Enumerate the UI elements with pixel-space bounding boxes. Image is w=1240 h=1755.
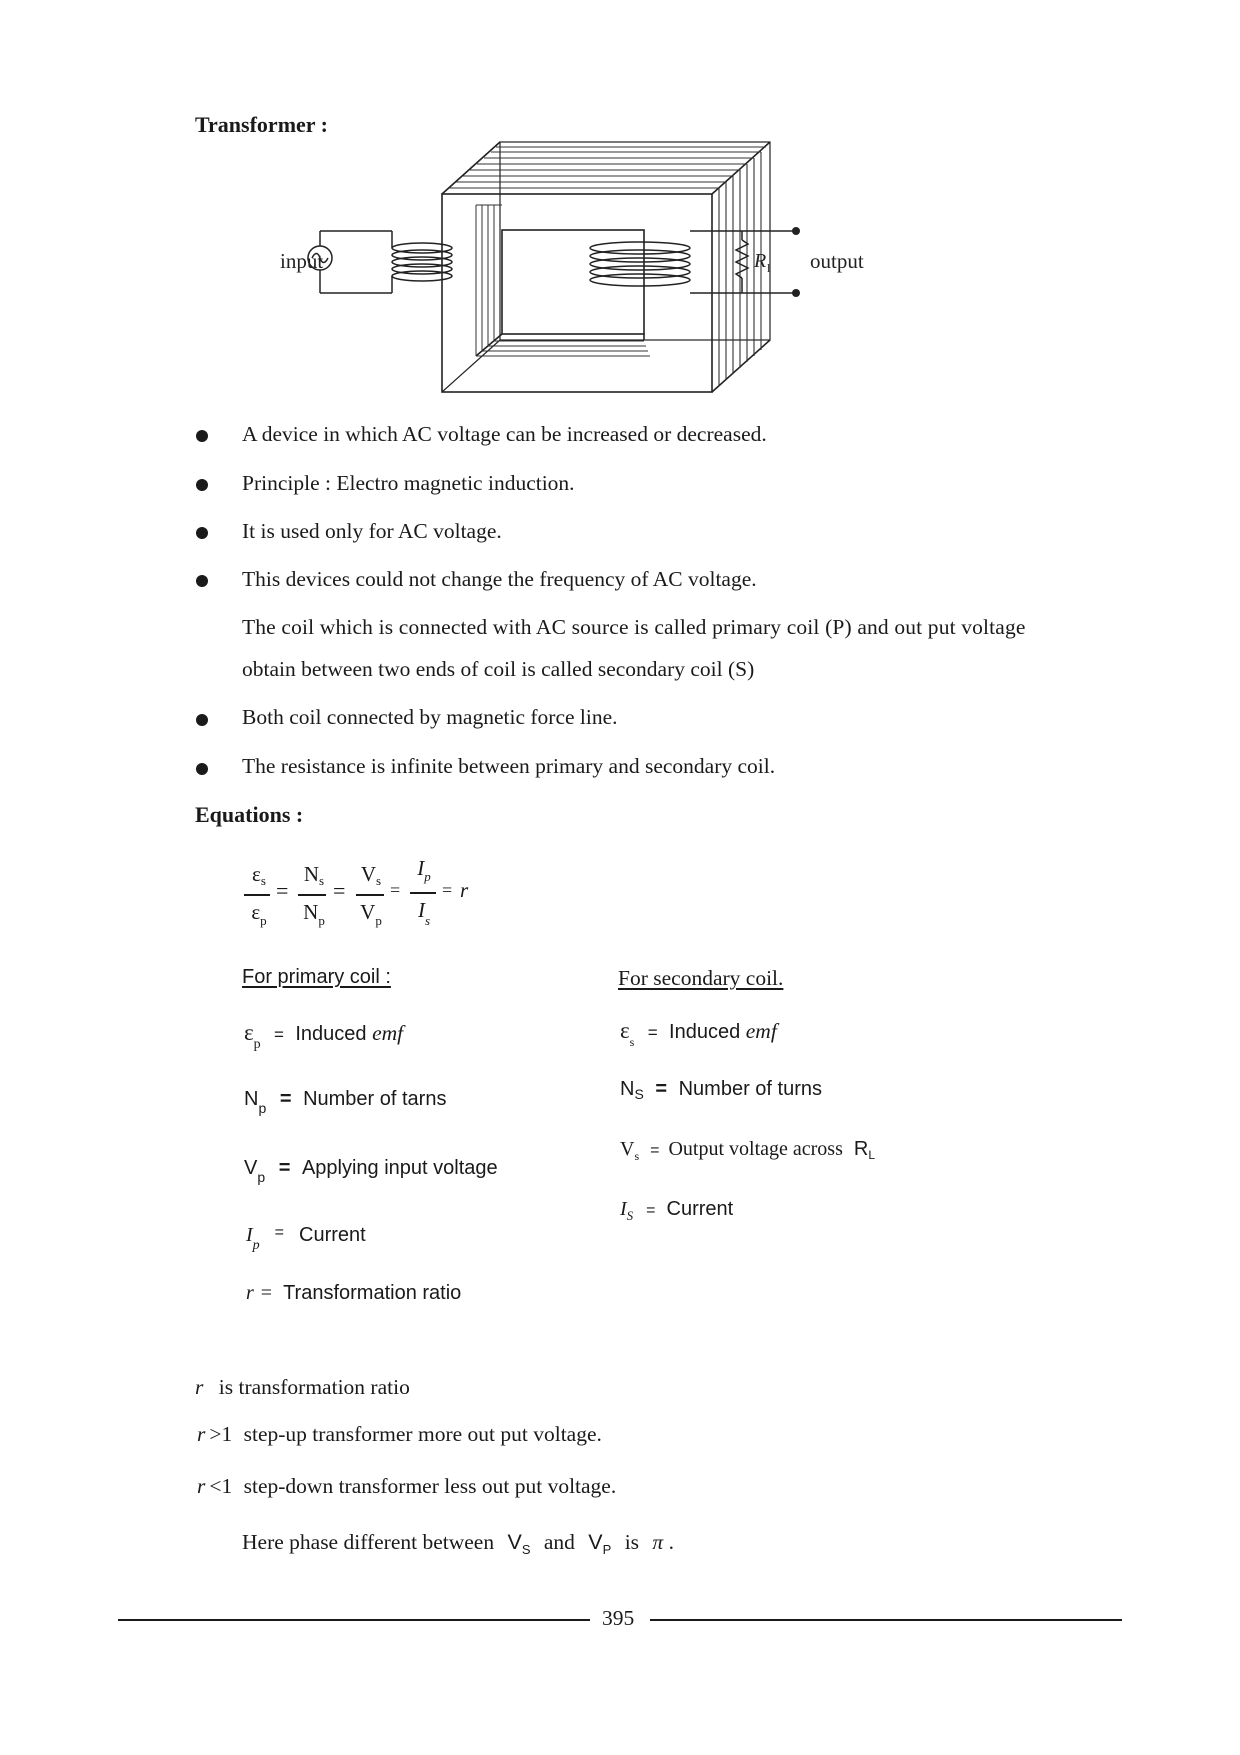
footer-rule-right: [650, 1619, 1122, 1621]
bullet-text: It is used only for AC voltage.: [242, 519, 502, 543]
bullet-text: This devices could not change the frequency of AC voltage.: [242, 567, 757, 591]
input-label: input: [280, 249, 324, 273]
primary-title: For primary coil :: [242, 966, 391, 988]
bullet-text: A device in which AC voltage can be increased or decreased.: [242, 422, 767, 446]
paragraph-line: obtain between two ends of coil is called secondary coil (S): [242, 657, 755, 681]
bullet-dot: [196, 575, 208, 587]
secondary-row-current: $I_S$ = Current: [620, 1198, 734, 1223]
bullet-text: Both coil connected by magnetic force line.: [242, 705, 618, 729]
bullet-text: The resistance is infinite between primary and secondary coil.: [242, 754, 776, 778]
bullet-dot: [196, 430, 208, 442]
page-number: 395: [602, 1606, 635, 1630]
primary-row-current: $I_p$ = Current: [246, 1224, 366, 1253]
secondary-row-voltage: $V_s$ = Output voltage across $R_L$: [620, 1138, 876, 1163]
secondary-row-turns: $N_S$ = Number of turns: [620, 1078, 822, 1102]
note-step-up: r >1 step-up transformer more out put voltage.: [197, 1422, 602, 1446]
equations-heading: Equations :: [195, 802, 304, 827]
page-heading: Transformer :: [195, 112, 328, 137]
primary-row-emf: $\varepsilon_p$ = Induced emf: [244, 1020, 404, 1052]
phase-note: Here phase different between $V_S$ and $V_P$ is π .: [242, 1530, 674, 1557]
primary-row-voltage: $V_p$ = Applying input voltage: [244, 1157, 498, 1185]
bullet-dot: [196, 527, 208, 539]
primary-row-turns: $N_p$ = Number of tarns: [244, 1088, 447, 1116]
secondary-title: For secondary coil.: [618, 966, 784, 990]
bullet-dot: [196, 479, 208, 491]
note-ratio: r is transformation ratio: [195, 1375, 410, 1399]
note-step-down: r <1 step-down transformer less out put voltage.: [197, 1474, 617, 1498]
bullet-text: Principle : Electro magnetic induction.: [242, 471, 575, 495]
transformer-diagram: [270, 130, 970, 405]
primary-row-ratio: r = Transformation ratio: [246, 1282, 462, 1304]
footer-rule-left: [118, 1619, 590, 1621]
paragraph-line: The coil which is connected with AC source is called primary coil (P) and out put voltage: [242, 615, 1026, 639]
output-label: output: [810, 249, 864, 273]
resistor-label: R: [754, 250, 767, 272]
resistor-sub: l: [767, 261, 771, 275]
bullet-dot: [196, 763, 208, 775]
bullet-dot: [196, 714, 208, 726]
secondary-row-emf: $\varepsilon_s$ = Induced emf: [620, 1018, 777, 1049]
